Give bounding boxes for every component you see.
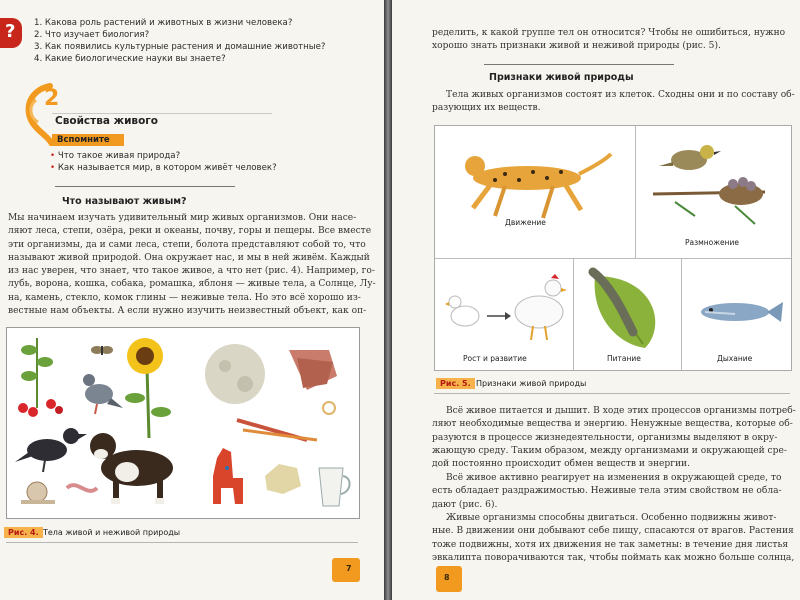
worm-icon — [67, 485, 97, 491]
label-movement: Движение — [505, 218, 546, 227]
ring-icon — [323, 402, 335, 414]
section-title: Свойства живого — [55, 115, 158, 127]
page-number-badge: 8 — [436, 566, 462, 592]
subheading: Признаки живой природы — [489, 72, 634, 83]
crow-icon — [15, 428, 87, 472]
remember-item: • Что такое живая природа? — [50, 151, 181, 161]
metabolism-paragraph: Всё живое питается и дышит. В ходе этих процессов организмы потреб- ляют необходимые вещества и энергию. Ненужные вещества, которые об- разуются в процессе жизнедеятельности, организмы выделяют в окру- жающую среду. Таким образом, между организмами и окружающей сре- дой постоянно происходит обмен веществ и энергии. — [432, 406, 796, 470]
question-item: 2. Что изучает биология? — [34, 30, 150, 40]
figure-4-caption: Тела живой и неживой природы — [43, 528, 181, 537]
hen-icon — [515, 274, 567, 340]
sunflower-icon — [125, 338, 171, 438]
clay-toy-icon — [213, 448, 243, 504]
snail-icon — [21, 482, 55, 502]
butterfly-icon — [91, 346, 113, 355]
review-questions — [34, 17, 374, 65]
question-item: 3. Как появились культурные растения и домашние животные? — [34, 42, 326, 52]
intro-paragraph: Мы начинаем изучать удивительный мир живых организмов. Они насе- ляют леса, степи, озёра, реки и океаны, почву, горы и пещеры. Все вместе эти организмы, да и сами леса, степи, болота представляют собой то, что называют живой природой. Она окружает нас, и мы в ней живём. Каждый из нас уверен, что знает, что такое живое, а что нет (рис. 4). Например, го- лубь, ворона, кошка, собака, ромашка, яблоня — живые тела, а Солнце, Лу- на, камень, стекло, комок глины — неживые тела. Но это всё хорошо из- вестные нам объекты. А если нужно изучить неизвестный объект, как оп- — [8, 213, 376, 317]
remember-label: Вспомните — [52, 134, 124, 146]
figure-5 — [434, 125, 792, 371]
remember-list — [50, 150, 277, 174]
intro-paragraph: ределить, к какой группе тел он относится? Чтобы не ошибиться, нужно хорошо знать признаки живой и неживой природы (рис. 5). — [432, 28, 786, 52]
label-growth: Рост и развитие — [463, 354, 527, 363]
figure-5-tag: Рис. 5. — [436, 378, 475, 389]
label-nutrition: Питание — [607, 354, 641, 363]
rock-icon — [265, 464, 301, 494]
cells-paragraph: Тела живых организмов состоят из клеток. Сходны они и по составу об- разующих их веществ. — [432, 90, 795, 114]
right-page — [392, 0, 800, 600]
subheading: Что называют живым? — [62, 196, 187, 207]
figure-5-caption: Признаки живой природы — [476, 379, 587, 388]
label-reproduction: Размножение — [685, 238, 740, 247]
irritability-paragraph: Всё живое активно реагирует на изменения в окружающей среде, то есть обладает раздражимостью. Неживые тела этим свойством не обла- дают (рис. 6). — [432, 473, 782, 510]
gloves-icon — [289, 350, 337, 390]
pencils-icon — [237, 420, 317, 440]
caterpillar-leaf-icon — [593, 272, 655, 348]
fish-icon — [701, 302, 783, 322]
label-breathing: Дыхание — [717, 354, 753, 363]
glass-cup-icon — [319, 468, 350, 506]
moon-icon — [205, 344, 265, 404]
cheetah-icon — [465, 154, 611, 218]
question-item: 4. Какие биологические науки вы знаете? — [34, 54, 226, 64]
page-number-badge: 7 — [332, 558, 360, 582]
figure-4 — [6, 327, 360, 519]
pigeon-icon — [83, 374, 123, 414]
dog-icon — [90, 433, 173, 504]
remember-item: • Как называется мир, в котором живёт человек? — [50, 163, 277, 173]
movement-paragraph: Живые организмы способны двигаться. Особенно подвижны живот- ные. В движении они добывают себе пищу, спасаются от врагов. Растения тоже подвижны, хотя их движения не так заметны: в течение дня листья эвкалипта поворачиваются так, чтобы поймать как можно больше солнца, — [432, 513, 795, 563]
section-number: 2 — [44, 86, 60, 111]
book-spine — [384, 0, 392, 600]
chick-icon — [445, 296, 479, 326]
bird-nest-icon — [653, 145, 765, 224]
berry-plant-icon — [18, 338, 63, 417]
question-badge-icon: ? — [0, 18, 22, 48]
left-page — [0, 0, 384, 600]
figure-4-tag: Рис. 4. — [4, 527, 43, 538]
question-item: 1. Какова роль растений и животных в жизни человека? — [34, 18, 293, 28]
